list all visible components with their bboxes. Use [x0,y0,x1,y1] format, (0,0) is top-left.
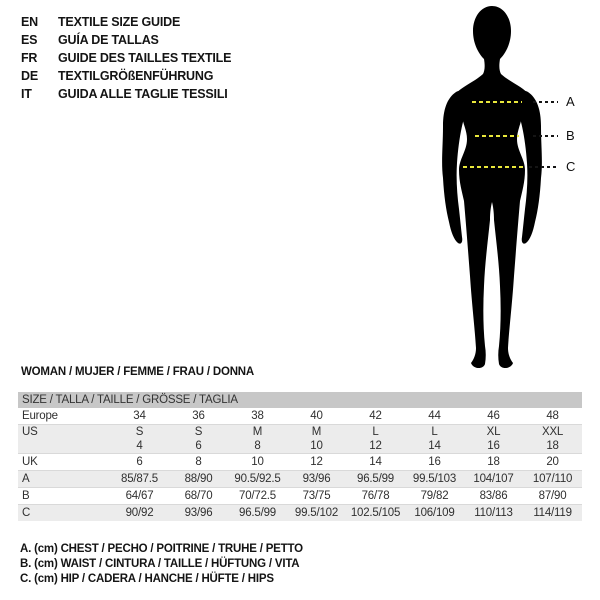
table-row-us-numeric [18,439,582,454]
cell: 42 [369,410,382,422]
table-row-us-letter [18,425,582,440]
language-list [21,13,231,103]
cell: 16 [405,454,464,471]
language-code: DE [21,69,38,83]
cell: 104/107 [464,471,523,488]
cell: 96.5/99 [346,471,405,488]
cell: 18 [464,454,523,471]
cell: 79/82 [405,488,464,505]
body-measurement-figure [430,2,580,374]
woman-silhouette-icon [430,2,580,374]
language-title: GUÍA DE TALLAS [58,33,159,47]
cell: 68/70 [169,488,228,505]
language-row [21,49,231,67]
cell: 36 [192,410,205,422]
cell: 8 [228,439,287,454]
waist-measure-line [475,135,519,137]
cell: 12 [346,439,405,454]
cell: 96.5/99 [228,505,287,522]
cell: XL [464,425,523,440]
language-row [21,13,231,31]
cell: 4 [110,439,169,454]
chest-leader-line [533,101,558,103]
cell: XXL [523,425,582,440]
table-row-europe [18,408,582,425]
row-label: B [18,488,110,505]
table-row-hip [18,505,582,522]
section-title: WOMAN / MUJER / FEMME / FRAU / DONNA [21,366,255,378]
cell: 10 [228,454,287,471]
cell: L [405,425,464,440]
cell: 38 [251,410,264,422]
cell: 12 [287,454,346,471]
row-label: US [18,425,110,440]
cell: 87/90 [523,488,582,505]
cell: 6 [169,439,228,454]
chest-measure-line [472,101,522,103]
language-title: TEXTILGRÖßENFÜHRUNG [58,69,214,83]
cell: 46 [487,410,500,422]
legend-hip: C. (cm) HIP / CADERA / HANCHE / HÜFTE / HIPS [20,573,274,585]
table-row-waist [18,488,582,505]
cell: 107/110 [523,471,582,488]
cell: 16 [464,439,523,454]
cell: 20 [523,454,582,471]
cell: 34 [133,410,146,422]
language-row [21,85,231,103]
cell: L [346,425,405,440]
row-label: C [18,505,110,522]
legend-waist: B. (cm) WAIST / CINTURA / TAILLE / HÜFTUNG / VITA [20,558,300,570]
table-header-row [18,392,582,408]
table-header: SIZE / TALLA / TAILLE / GRÖSSE / TAGLIA [18,392,582,408]
language-row [21,31,231,49]
cell: 114/119 [523,505,582,522]
language-code: IT [21,87,32,101]
cell: 90.5/92.5 [228,471,287,488]
language-title: TEXTILE SIZE GUIDE [58,15,181,29]
cell: 102.5/105 [346,505,405,522]
language-title: GUIDA ALLE TAGLIE TESSILI [58,87,228,101]
row-label: A [18,471,110,488]
cell: M [228,425,287,440]
cell: 90/92 [110,505,169,522]
measure-label-b: B [566,128,575,143]
cell: 93/96 [287,471,346,488]
cell: 64/67 [110,488,169,505]
cell: 88/90 [169,471,228,488]
cell: 70/72.5 [228,488,287,505]
table-row-chest [18,471,582,488]
row-label [18,439,110,454]
cell: 106/109 [405,505,464,522]
cell: 44 [428,410,441,422]
cell: 93/96 [169,505,228,522]
cell: 73/75 [287,488,346,505]
measure-label-c: C [566,159,576,174]
table-row-uk [18,454,582,471]
cell: 99.5/102 [287,505,346,522]
cell: 18 [523,439,582,454]
cell: 83/86 [464,488,523,505]
cell: 14 [405,439,464,454]
language-row [21,67,231,85]
waist-leader-line [533,135,558,137]
language-code: ES [21,33,38,47]
cell: 10 [287,439,346,454]
language-title: GUIDE DES TAILLES TEXTILE [58,51,232,65]
cell: 85/87.5 [110,471,169,488]
legend-chest: A. (cm) CHEST / PECHO / POITRINE / TRUHE / PETTO [20,543,303,555]
cell: 8 [169,454,228,471]
measurement-legend [20,542,303,587]
cell: 6 [110,454,169,471]
language-code: FR [21,51,38,65]
row-label: Europe [22,410,58,422]
cell: 14 [346,454,405,471]
cell: 110/113 [464,505,523,522]
cell: S [169,425,228,440]
cell: 76/78 [346,488,405,505]
language-code: EN [21,15,38,29]
cell: S [110,425,169,440]
size-table [18,392,582,521]
cell: M [287,425,346,440]
cell: 40 [310,410,323,422]
hip-measure-line [463,166,523,168]
cell: 48 [546,410,559,422]
measure-label-a: A [566,94,575,109]
row-label: UK [18,454,110,471]
hip-leader-line [529,166,558,168]
cell: 99.5/103 [405,471,464,488]
